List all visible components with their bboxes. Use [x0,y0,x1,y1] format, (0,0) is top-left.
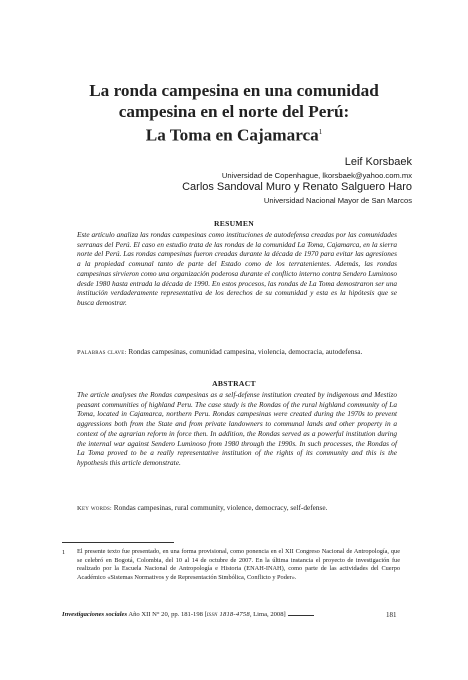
resumen-text: Este artículo analiza las rondas campesinas como instituciones de autodefensa creadas por las comunidades serranas del Perú. El caso en estudio trata de las rondas de la comunidad La Toma, Cajamarca, en la sierra norte del Perú. Las rondas campesinas fueron creadas durante la década de 1970 para evitar las agresiones a la propiedad comunal tanto de parte del Estado como de los terratenientes. Además, las rondas campesinas sirvieron como una organización poderosa durante el conflicto interno contra Sendero Luminoso desde 1980 hasta entrada la década de 1990. En estos procesos, las rondas de La Toma demostraron ser una institución verdaderamente representativa de los derechos de su comunidad y esta es la hipótesis que se busca demostrar. [77,230,397,307]
title-line-2: campesina en el norte del Perú: [118,102,350,121]
journal-name: Investigaciones sociales [62,611,128,618]
affiliation-1: Universidad de Copenhague, lkorsbaek@yahoo.com.mx [221,171,412,180]
author-2: Carlos Sandoval Muro y Renato Salguero Haro [182,181,412,193]
key-words-text: Rondas campesinas, rural community, violence, democracy, self-defense. [113,503,328,512]
palabras-clave-label: Palabras clave: [77,349,127,356]
palabras-clave-text: Rondas campesinas, comunidad campesina, violencia, democracia, autodefensa. [128,347,363,356]
author-1: Leif Korsbaek [344,156,412,168]
article-title [60,80,408,146]
title-line-1: La ronda campesina en una comunidad [89,81,379,100]
journal-citation: Año XII N° 20, pp. 181-198 [ [128,611,207,618]
key-words [77,503,397,514]
affiliation-2: Universidad Nacional Mayor de San Marcos [263,196,412,205]
journal-footer [62,611,402,618]
page-number: 181 [386,611,397,619]
title-line-3-text: La Toma en Cajamarca [145,125,319,145]
journal-citation-end: , Lima, 2008] [249,611,286,618]
title-line-3 [60,122,408,146]
abstract-heading: ABSTRACT [212,379,256,388]
resumen-heading: RESUMEN [213,219,255,228]
footer-leader-line [288,615,314,616]
footnote-text: El presente texto fue presentado, en una forma provisional, como ponencia en el XII Congreso Nacional de Antropología, que se celebró en Bogotá, Colombia, del 10 al 14 de octubre de 2007. En la última instancia el proyecto de investigación fue realizado por la Escuela Nacional de Antropología e Historia (ENAH-INAH), como parte de las actividades del Cuerpo Académico «Sistemas Normativos y de Representación Simbólica, Conflicto y Poder». [77,548,400,581]
title-footnote-marker[interactable]: 1 [318,128,323,136]
footnote-number: 1 [62,549,66,556]
footnote-rule [62,542,174,543]
journal-issn: issn 1818-4758 [206,611,250,618]
palabras-clave [77,347,397,358]
key-words-label: Key words: [77,505,112,512]
abstract-text: The article analyses the Rondas campesinas as a self-defense institution created by indigenous and Mestizo peasant communities of highland Peru. The case study is the Rondas of the rural highland community of La Toma, located in Cajamarca, northern Peru. Rondas campesinas were created during the 1970s to prevent aggressions both from the State and from private landowners to communal lands and other property in a context of the agrarian reform in force then. In addition, the Rondas served as a powerful institution during the internal war against Sendero Luminoso from 1980 through the 1990s. In such processes, the Rondas of La Toma proved to be a really representative institution of the rights of its community and this is the hypothesis this article demonstrate. [77,390,397,467]
